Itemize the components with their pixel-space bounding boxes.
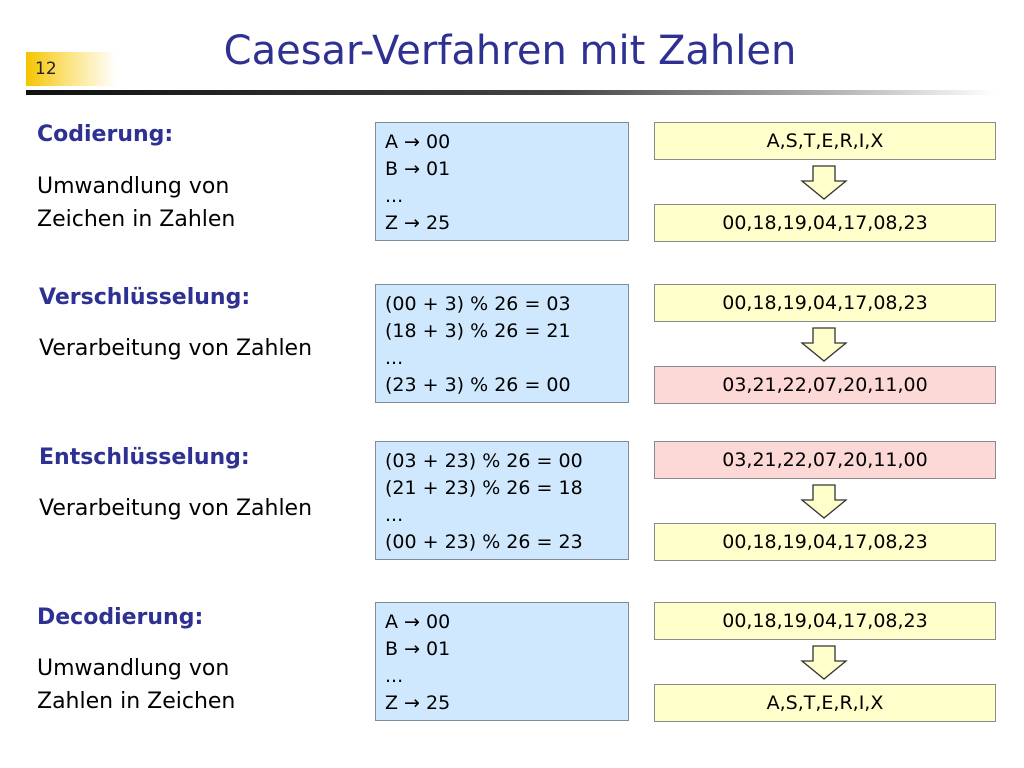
input-box: A,S,T,E,R,I,X xyxy=(654,122,996,160)
input-box: 00,18,19,04,17,08,23 xyxy=(654,602,996,640)
calc-line: A → 00 xyxy=(385,611,451,633)
description-line: Zeichen in Zahlen xyxy=(37,207,236,232)
calc-line: (03 + 23) % 26 = 00 xyxy=(385,450,583,472)
section-description xyxy=(37,652,235,718)
section-heading: Codierung: xyxy=(37,122,174,147)
input-box: 00,18,19,04,17,08,23 xyxy=(654,284,996,322)
section-description xyxy=(39,492,312,525)
calc-line: Z → 25 xyxy=(385,212,451,234)
calculation-box xyxy=(375,284,629,403)
calc-line: (23 + 3) % 26 = 00 xyxy=(385,374,571,396)
calc-line: A → 00 xyxy=(385,131,451,153)
input-box: 03,21,22,07,20,11,00 xyxy=(654,441,996,479)
slide-title: Caesar-Verfahren mit Zahlen xyxy=(223,28,797,74)
description-line: Zahlen in Zeichen xyxy=(37,689,236,714)
down-arrow-icon xyxy=(799,484,849,520)
slide-number: 12 xyxy=(26,52,116,86)
output-box: 00,18,19,04,17,08,23 xyxy=(654,523,996,561)
calc-line: ... xyxy=(385,347,404,369)
calc-line: (00 + 23) % 26 = 23 xyxy=(385,531,583,553)
mapping-box xyxy=(375,602,629,721)
output-box: A,S,T,E,R,I,X xyxy=(654,684,996,722)
down-arrow-icon xyxy=(799,645,849,681)
calc-line: (18 + 3) % 26 = 21 xyxy=(385,320,571,342)
description-line: Umwandlung von xyxy=(37,174,230,199)
title-divider xyxy=(26,90,996,95)
output-box: 03,21,22,07,20,11,00 xyxy=(654,366,996,404)
calc-line: (00 + 3) % 26 = 03 xyxy=(385,293,571,315)
output-box: 00,18,19,04,17,08,23 xyxy=(654,204,996,242)
section-heading: Entschlüsselung: xyxy=(39,445,250,470)
description-line: Verarbeitung von Zahlen xyxy=(39,336,313,361)
mapping-box xyxy=(375,122,629,241)
calc-line: B → 01 xyxy=(385,158,451,180)
calc-line: Z → 25 xyxy=(385,692,451,714)
calc-line: B → 01 xyxy=(385,638,451,660)
down-arrow-icon xyxy=(799,165,849,201)
calc-line: ... xyxy=(385,185,404,207)
description-line: Verarbeitung von Zahlen xyxy=(39,496,313,521)
section-heading: Decodierung: xyxy=(37,605,204,630)
calculation-box xyxy=(375,441,629,560)
calc-line: (21 + 23) % 26 = 18 xyxy=(385,477,583,499)
section-heading: Verschlüsselung: xyxy=(39,285,251,310)
section-description xyxy=(39,332,312,365)
calc-line: ... xyxy=(385,504,404,526)
calc-line: ... xyxy=(385,665,404,687)
down-arrow-icon xyxy=(799,327,849,363)
description-line: Umwandlung von xyxy=(37,656,230,681)
section-description xyxy=(37,170,235,236)
